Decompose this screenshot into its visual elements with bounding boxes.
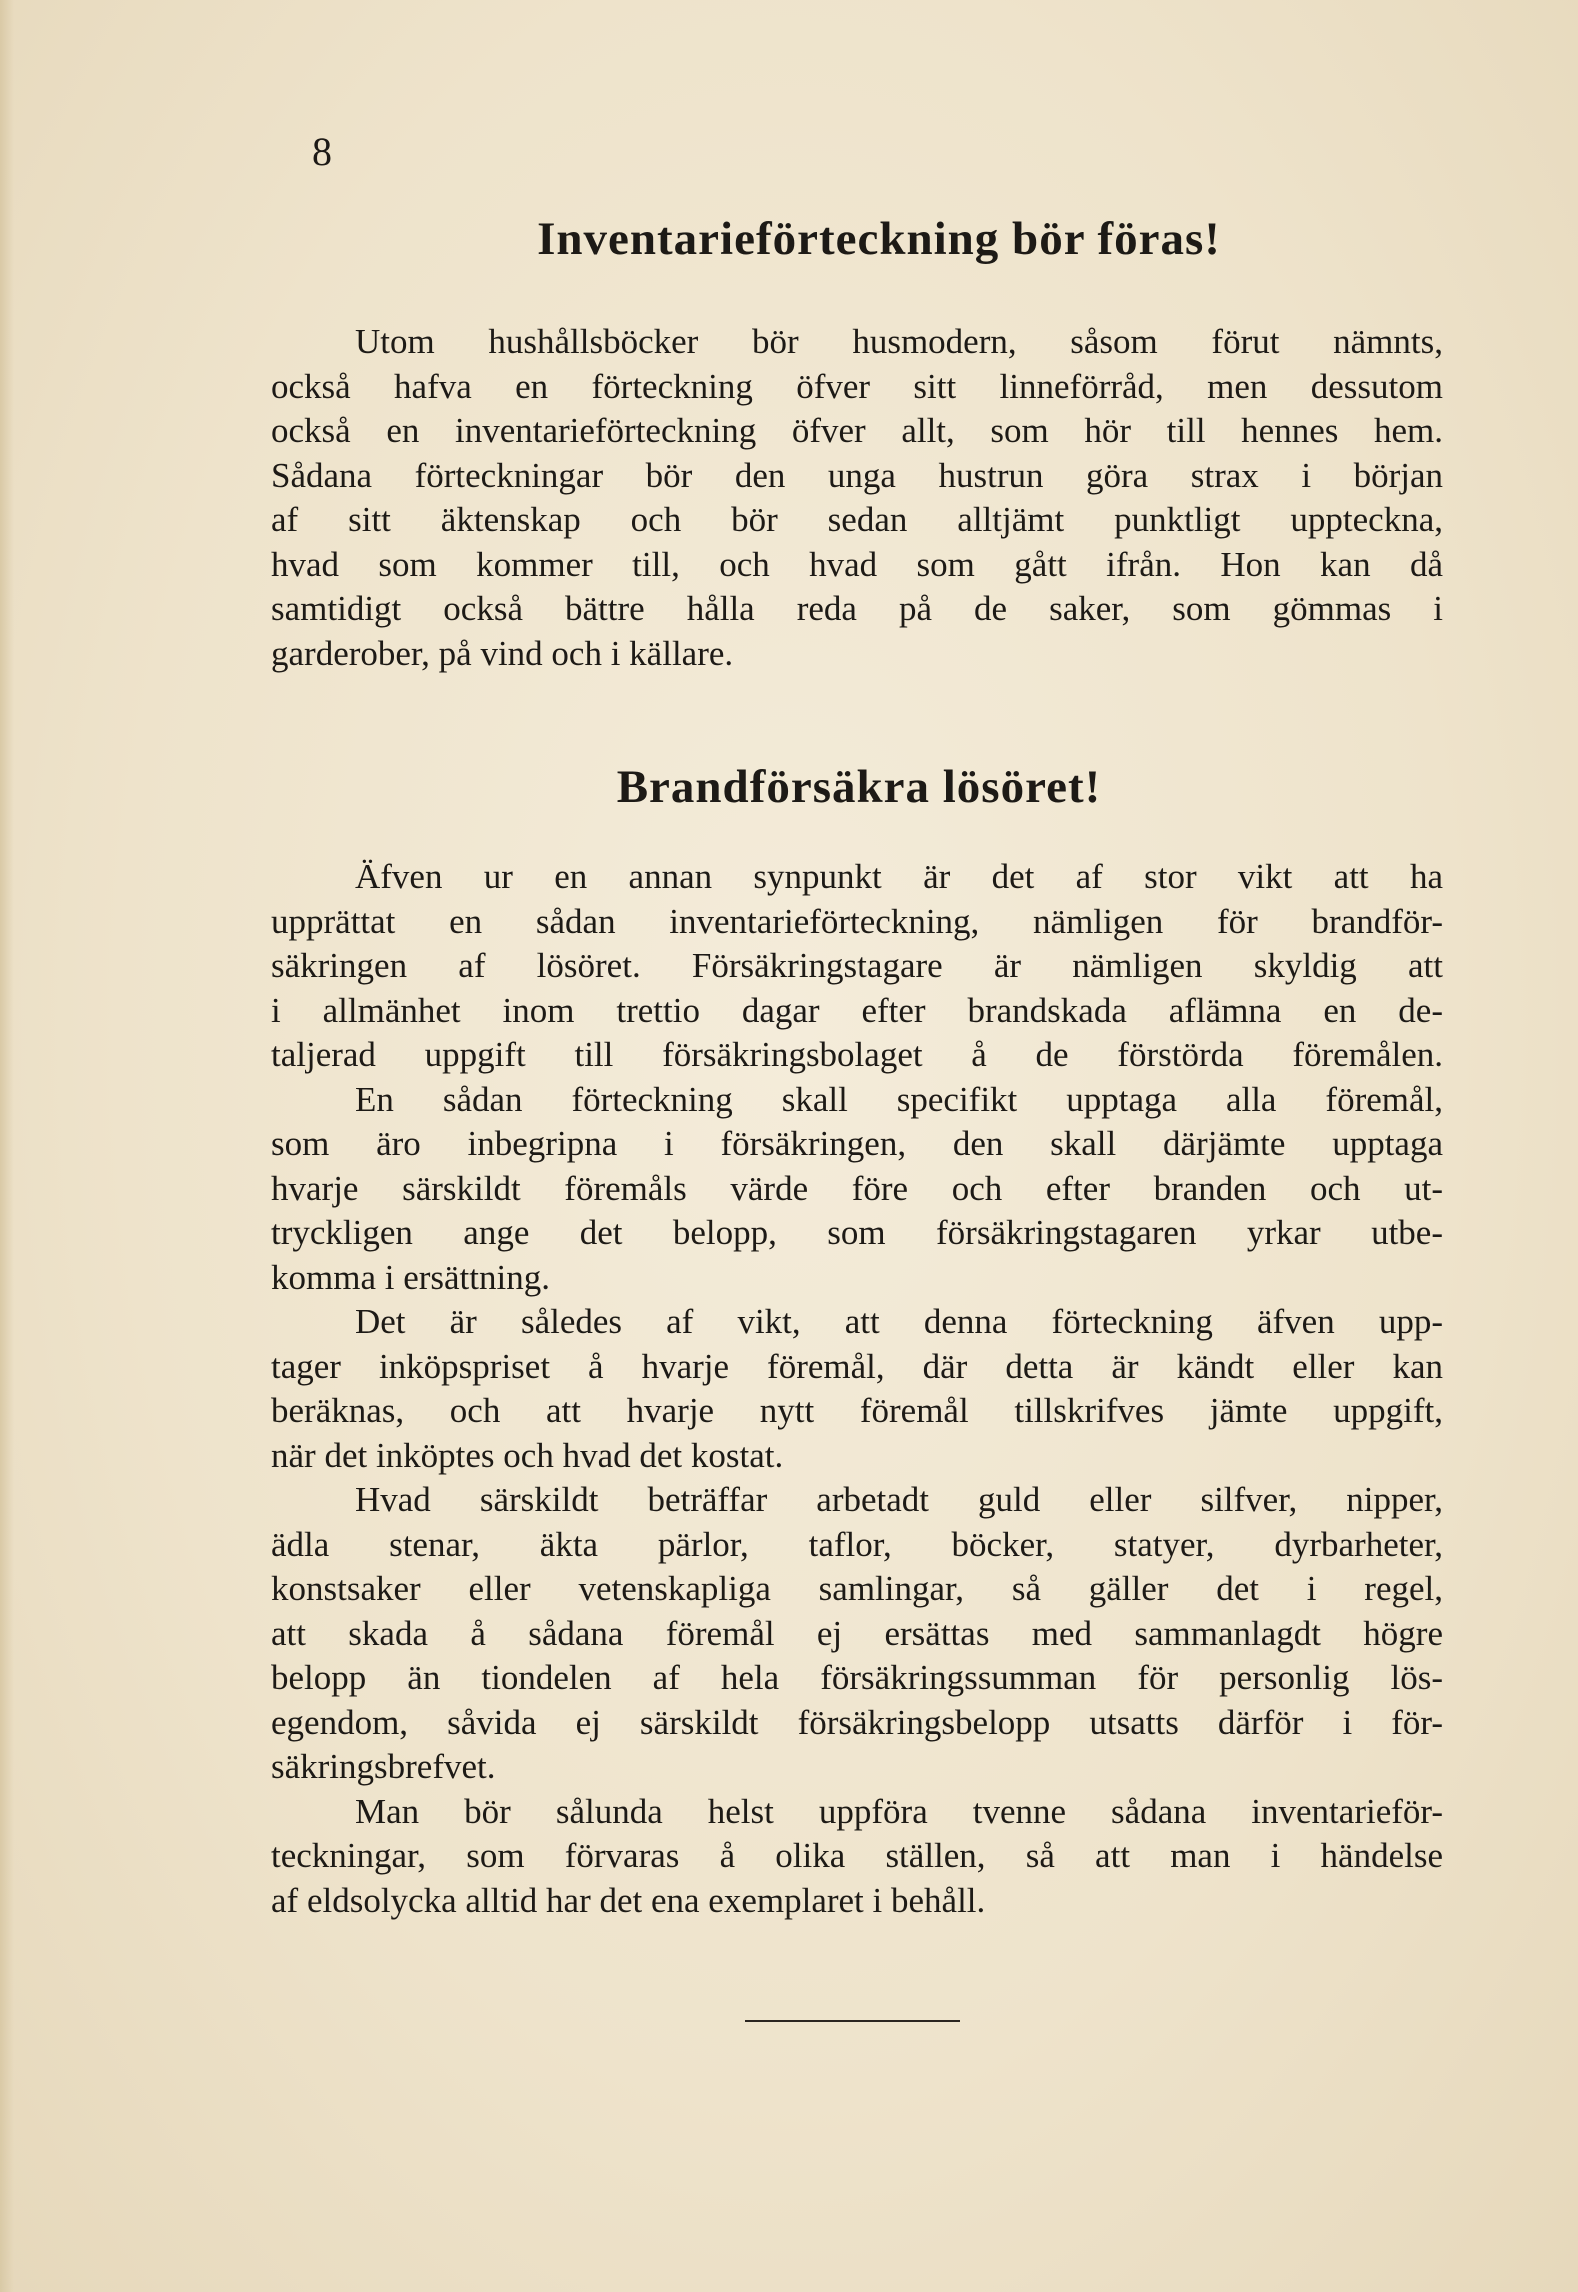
text-line: komma i ersättning. bbox=[271, 1257, 550, 1297]
text-line: Hvad särskildt beträffar arbetadt guld eller silfver, nipper, bbox=[355, 1480, 1443, 1519]
text-line: också hafva en förteckning öfver sitt linneförråd, men dessutom bbox=[271, 366, 1443, 406]
text-line: säkringen af lösöret. Försäkringstagare är nämligen skyldig att bbox=[271, 946, 1443, 985]
section-body-inventory bbox=[271, 320, 1443, 676]
text-line: taljerad uppgift till försäkringsbolaget å de förstörda föremålen. bbox=[271, 1035, 1443, 1074]
text-line: hvad som kommer till, och hvad som gått ifrån. Hon kan då bbox=[271, 544, 1443, 584]
section-heading-fire-insurance: Brandförsäkra lösöret! bbox=[616, 761, 1102, 813]
text-line: teckningar, som förvaras å olika ställen, så att man i händelse bbox=[271, 1836, 1443, 1875]
text-line: beräknas, och att hvarje nytt föremål tillskrifves jämte uppgift, bbox=[271, 1391, 1443, 1430]
text-line: att skada å sådana föremål ej ersättas med sammanlagdt högre bbox=[271, 1613, 1443, 1653]
text-line: ädla stenar, äkta pärlor, taflor, böcker, statyer, dyrbarheter, bbox=[271, 1524, 1443, 1564]
text-line: tryckligen ange det belopp, som försäkringstagaren yrkar utbe- bbox=[271, 1213, 1443, 1252]
text-line: Utom hushållsböcker bör husmodern, såsom förut nämnts, bbox=[355, 322, 1443, 361]
text-line: Det är således af vikt, att denna förteckning äfven upp- bbox=[355, 1302, 1443, 1341]
end-rule bbox=[745, 2020, 960, 2022]
section-heading-inventory: Inventarieförteckning bör föras! bbox=[537, 213, 1221, 265]
text-line: upprättat en sådan inventarieförteckning, nämligen för brandför- bbox=[271, 901, 1443, 941]
text-line: när det inköptes och hvad det kostat. bbox=[271, 1435, 784, 1475]
text-line: belopp än tiondelen af hela försäkringssumman för personlig lös- bbox=[271, 1658, 1443, 1697]
text-line: tager inköpspriset å hvarje föremål, där detta är kändt eller kan bbox=[271, 1346, 1443, 1386]
section-body-fire-insurance bbox=[271, 855, 1443, 1923]
text-line: i allmänhet inom trettio dagar efter brandskada aflämna en de- bbox=[271, 990, 1443, 1030]
text-line: En sådan förteckning skall specifikt upptaga alla föremål, bbox=[355, 1079, 1443, 1119]
text-line: också en inventarieförteckning öfver allt, som hör till hennes hem. bbox=[271, 411, 1443, 450]
text-line: Sådana förteckningar bör den unga hustrun göra strax i början bbox=[271, 455, 1443, 495]
text-line: samtidigt också bättre hålla reda på de saker, som gömmas i bbox=[271, 589, 1443, 628]
text-line: garderober, på vind och i källare. bbox=[271, 633, 734, 673]
text-line: Äfven ur en annan synpunkt är det af stor vikt att ha bbox=[355, 857, 1443, 896]
text-line: egendom, såvida ej särskildt försäkringsbelopp utsatts därför i för- bbox=[271, 1702, 1443, 1742]
text-line: af eldsolycka alltid har det ena exemplaret i behåll. bbox=[271, 1880, 986, 1920]
text-line: af sitt äktenskap och bör sedan alltjämt punktligt uppteckna, bbox=[271, 500, 1443, 539]
text-line: hvarje särskildt föremåls värde före och efter branden och ut- bbox=[271, 1168, 1443, 1208]
text-line: Man bör sålunda helst uppföra tvenne sådana inventarieför- bbox=[355, 1791, 1443, 1831]
text-line: som äro inbegripna i försäkringen, den skall därjämte upptaga bbox=[271, 1124, 1443, 1163]
text-line: konstsaker eller vetenskapliga samlingar, så gäller det i regel, bbox=[271, 1569, 1443, 1608]
page-number: 8 bbox=[312, 129, 332, 174]
text-line: säkringsbrefvet. bbox=[271, 1747, 496, 1786]
